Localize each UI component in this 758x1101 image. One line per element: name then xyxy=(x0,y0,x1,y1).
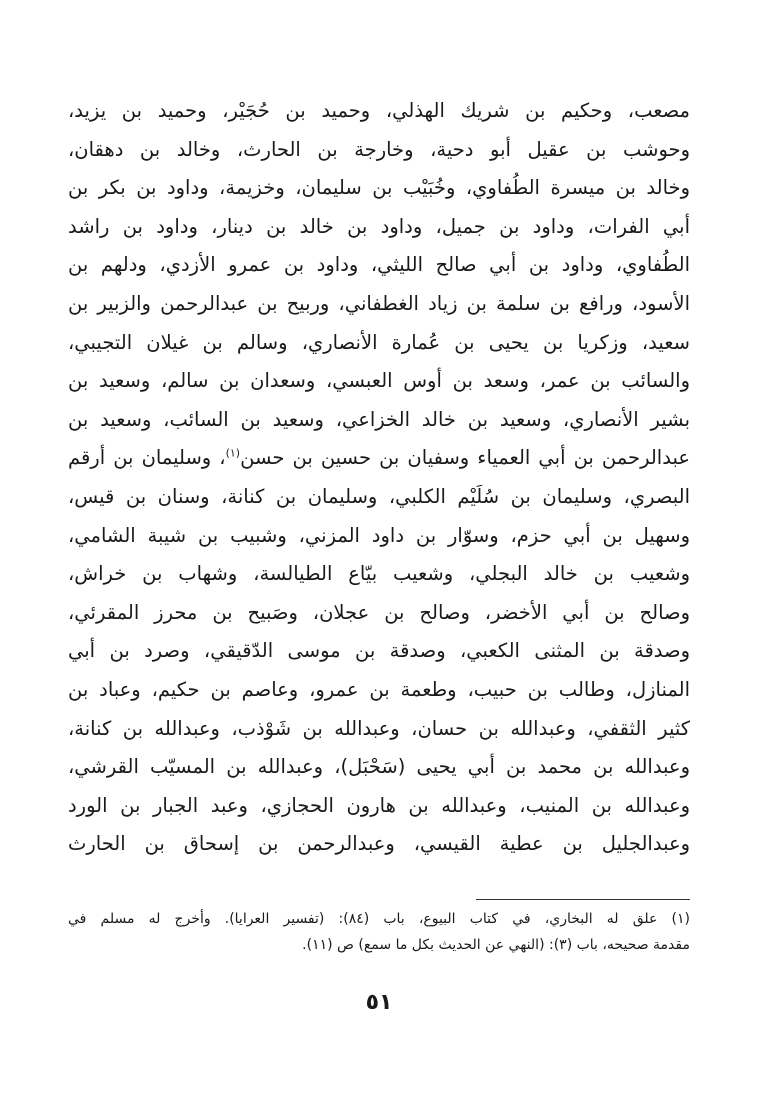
page-number: ٥١ xyxy=(365,990,393,1015)
text-line-5: الطُفاوي، وداود بن أبي صالح الليثي، وداود بن عمرو الأزدي، ودلهم بن xyxy=(68,253,690,277)
footnote-line-2: مقدمة صحيحه، باب (٣): (النهي عن الحديث بكل ما سمع) ص (١١). xyxy=(302,937,690,953)
text-line-10-suffix: ، وسليمان بن أرقم xyxy=(68,446,226,470)
text-line-15: وصدقة بن المثنى الكعبي، وصدقة بن موسى الدّقيقي، وصرد بن أبي xyxy=(68,639,690,663)
text-line-11: البصري، وسليمان بن سُلَيْم الكلبي، وسليمان بن كنانة، وسنان بن قيس، xyxy=(68,484,690,508)
text-line-12: وسهيل بن أبي حزم، وسوّار بن داود المزني، وشبيب بن شيبة الشامي، xyxy=(68,523,690,547)
footnote-reference[interactable]: (١) xyxy=(225,446,241,460)
text-line-6: الأسود، ورافع بن سلمة بن زياد الغطفاني، وربيح بن عبدالرحمن والزبير بن xyxy=(68,291,690,315)
text-line-3: وخالد بن ميسرة الطُفاوي، وخُبَيْب بن سليمان، وخزيمة، وداود بن بكر بن xyxy=(68,176,690,200)
text-line-19: وعبدالله بن المنيب، وعبدالله بن هارون الحجازي، وعبد الجبار بن الورد xyxy=(68,793,690,817)
text-line-7: سعيد، وزكريا بن يحيى بن عُمارة الأنصاري، وسالم بن غيلان التجيبي، xyxy=(68,330,690,354)
text-line-4: أبي الفرات، وداود بن جميل، وداود بن خالد بن دينار، وداود بن راشد xyxy=(68,214,690,238)
footnotes xyxy=(68,906,690,958)
text-line-8: والسائب بن عمر، وسعد بن أوس العبسي، وسعدان بن سالم، وسعيد بن xyxy=(68,369,690,393)
text-line-16: المنازل، وطالب بن حبيب، وطعمة بن عمرو، وعاصم بن حكيم، وعباد بن xyxy=(68,677,690,701)
text-line-13: وشعيب بن خالد البجلي، وشعيب بيّاع الطيالسة، وشهاب بن خراش، xyxy=(68,562,690,586)
text-line-10-main: عبدالرحمن بن أبي العمياء وسفيان بن حسين بن حسن xyxy=(240,446,690,470)
text-line-17: كثير الثقفي، وعبدالله بن حسان، وعبدالله بن شَوْذب، وعبدالله بن كنانة، xyxy=(68,716,690,740)
footnote-divider xyxy=(476,899,690,900)
footnote-line-1: (١) علق له البخاري، في كتاب البيوع، باب (٨٤): (تفسير العرايا). وأخرج له مسلم في xyxy=(68,911,690,927)
text-line-1: مصعب، وحكيم بن شريك الهذلي، وحميد بن حُجَيْر، وحميد بن يزيد، xyxy=(68,99,690,122)
text-line-18: وعبدالله بن محمد بن أبي يحيى (سَحْبَل)، وعبدالله بن المسيّب القرشي، xyxy=(68,755,690,779)
text-line-9: بشير الأنصاري، وسعيد بن خالد الخزاعي، وسعيد بن السائب، وسعيد بن xyxy=(68,407,690,431)
text-line-14: وصالح بن أبي الأخضر، وصالح بن عجلان، وصَبيح بن محرز المقرئي، xyxy=(68,600,690,624)
main-text xyxy=(68,92,690,864)
text-line-20: وعبدالجليل بن عطية القيسي، وعبدالرحمن بن إسحاق بن الحارث xyxy=(68,832,690,856)
text-line-10 xyxy=(68,439,690,478)
text-line-2: وحوشب بن عقيل أبو دحية، وخارجة بن الحارث، وخالد بن دهقان، xyxy=(68,137,690,161)
